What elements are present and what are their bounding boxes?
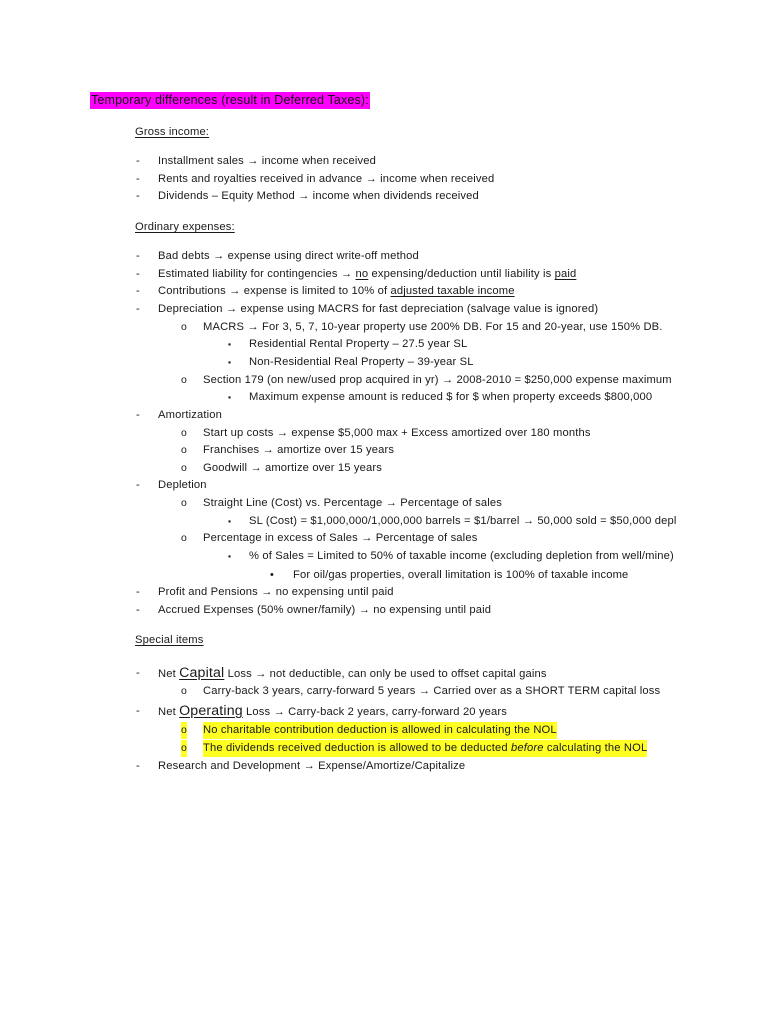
- gross-income-title: Gross income:: [135, 126, 210, 138]
- section-heading: [90, 91, 370, 109]
- document-page: Temporary differences (result in Deferred Taxes): Gross income: - Installment sales → income when received - Rents and royalties received in advance → income when received - Dividends – Equity Method → income when dividends received Ordinary expenses: - Bad debts → expense using direct write-off method - Estimated liability for contingencies → no expensing/deduction until liability is paid - Contributions → expense is limited to 10% of adjusted taxable income - Depreciation → expense using MACRS for fast depreciation (salvage value is ignored) o MACRS → For 3, 5, 7, 10-year property use 200% DB. For 15 and 20-year, use 150% DB. ▪ Residential Rental Property – 27.5 year SL ▪ Non-Residential Real Property – 39-year SL o Section 179 (on new/used prop acquired in yr) → 2008-2010 = $250,000 expense maximum ▪ Maximum expense amount is reduced $ for $ when property exceeds $800,000 - Amortization o Start up costs → expense $5,000 max + Excess amortized over 180 months o Franchises → amortize over 15 years o Goodwill → amortize over 15 years - Depletion o Straight Line (Cost) vs. Percentage → Percentage of sales ▪ SL (Cost) = $1,000,000/1,000,000 barrels = $1/barrel → 50,000 sold = $50,000 depl o Percentage in excess of Sales → Percentage of sales ▪ % of Sales = Limited to 50% of taxable income (excluding depletion from well/mine) • For oil/gas properties, overall limitation is 100% of taxable income - Profit and Pensions → no expensing until paid - Accrued Expenses (50% owner/family) → no expensing until paid Special items - Net Capital Loss → not deductible, can only be used to offset capital gains o Carry-back 3 years, carry-forward 5 years → Carried over as a SHORT TERM capital loss - Net Operating Loss → Carry-back 2 years, carry-forward 20 years o No charitable contribution deduction is allowed in calculating the NOL o The dividends received deduction is allowed to be deducted before calculating the NOL - Research and Development → Expense/Amortize/Capitalize: [91, 93, 677, 772]
- special-items-title: Special items: [135, 634, 204, 646]
- ordinary-expenses-title: Ordinary expenses:: [135, 221, 235, 233]
- heading-text: Temporary differences (result in Deferred Taxes):: [91, 93, 369, 107]
